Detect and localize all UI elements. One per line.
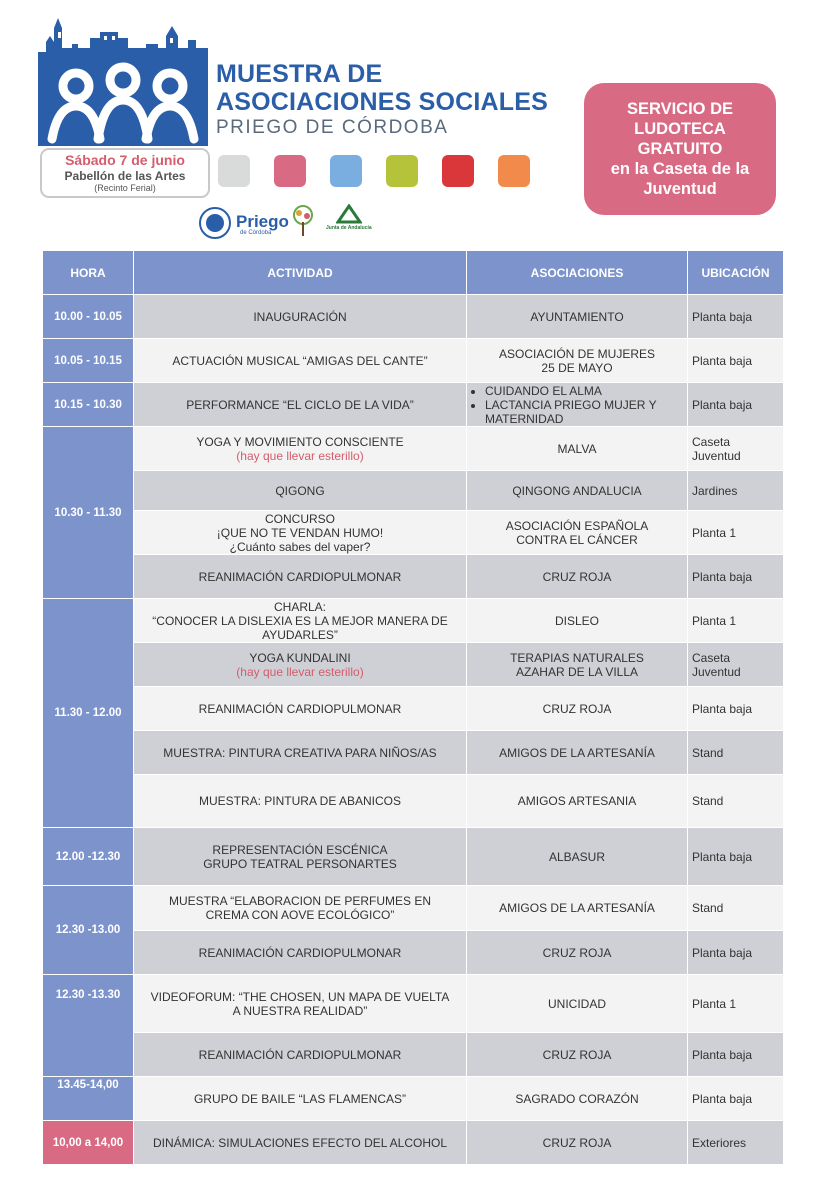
association-text: TERAPIAS NATURALES AZAHAR DE LA VILLA	[510, 650, 644, 679]
table-row	[43, 383, 784, 427]
header-actividad: ACTIVIDAD	[134, 251, 467, 295]
color-swatch	[386, 155, 418, 187]
association-cell: SAGRADO CORAZÓN	[467, 1077, 688, 1121]
location-cell: Stand	[688, 775, 784, 828]
activity-cell	[134, 886, 467, 931]
location-cell: Exteriores	[688, 1121, 784, 1165]
activity-cell	[134, 643, 467, 687]
table-row	[43, 643, 784, 687]
title-line-2: ASOCIACIONES SOCIALES	[216, 88, 549, 116]
association-cell: AMIGOS ARTESANIA	[467, 775, 688, 828]
activity-text: CHARLA: “CONOCER LA DISLEXIA ES LA MEJOR MANERA DE AYUDARLES”	[152, 599, 448, 642]
hour-cell: 10.00 - 10.05	[43, 295, 134, 339]
activity-cell: REANIMACIÓN CARDIOPULMONAR	[134, 931, 467, 975]
ludoteca-service-text: SERVICIO DE LUDOTECA GRATUITO en la Caseta de la Juventud	[610, 100, 750, 198]
table-row	[43, 427, 784, 471]
title-subtitle: PRIEGO DE CÓRDOBA	[216, 117, 449, 138]
activity-cell: INAUGURACIÓN	[134, 295, 467, 339]
table-row	[43, 1033, 784, 1077]
event-date: Sábado 7 de junio	[65, 152, 185, 168]
association-cell: DISLEO	[467, 599, 688, 643]
title-line-1: MUESTRA DE	[216, 60, 383, 88]
table-row	[43, 931, 784, 975]
table-row	[43, 511, 784, 555]
hour-cell: 12.30 -13.00	[43, 886, 134, 975]
junta-andalucia-text: Junta de Andalucía	[326, 225, 372, 231]
table-header-row	[43, 251, 784, 295]
table-row	[43, 731, 784, 775]
activity-text: VIDEOFORUM: “THE CHOSEN, UN MAPA DE VUELTA A NUESTRA REALIDAD”	[150, 989, 450, 1018]
activity-cell: REANIMACIÓN CARDIOPULMONAR	[134, 555, 467, 599]
location-text: Caseta Juventud	[692, 434, 741, 463]
association-list	[471, 384, 683, 426]
association-cell: ALBASUR	[467, 828, 688, 886]
header-hora: HORA	[43, 251, 134, 295]
activity-cell: GRUPO DE BAILE “LAS FLAMENCAS”	[134, 1077, 467, 1121]
activity-cell: PERFORMANCE “EL CICLO DE LA VIDA”	[134, 383, 467, 427]
activity-cell	[134, 599, 467, 643]
table-row	[43, 775, 784, 828]
association-cell	[467, 383, 688, 427]
activity-text: REPRESENTACIÓN ESCÉNICA GRUPO TEATRAL PERSONARTES	[203, 842, 397, 871]
location-text: Caseta Juventud	[692, 650, 741, 679]
association-list-item: • CUIDANDO EL ALMA	[485, 384, 683, 398]
location-cell	[688, 643, 784, 687]
location-cell: Planta baja	[688, 1077, 784, 1121]
event-title	[216, 60, 548, 140]
date-venue-box	[40, 148, 210, 198]
location-cell: Planta baja	[688, 555, 784, 599]
priego-logo: Priego	[236, 212, 289, 231]
table-row	[43, 471, 784, 511]
association-cell: MALVA	[467, 427, 688, 471]
activity-cell: REANIMACIÓN CARDIOPULMONAR	[134, 1033, 467, 1077]
activity-text: MUESTRA “ELABORACION DE PERFUMES EN CREMA CON AOVE ECOLÓGICO”	[168, 894, 432, 922]
activity-cell	[134, 511, 467, 555]
event-venue: Pabellón de las Artes	[64, 169, 186, 183]
tree-logo	[290, 204, 316, 240]
color-swatch	[498, 155, 530, 187]
hour-cell: 12.00 -12.30	[43, 828, 134, 886]
header-ubicacion: UBICACIÓN	[688, 251, 784, 295]
ludoteca-service-box	[584, 83, 776, 215]
table-row	[43, 1077, 784, 1121]
association-cell: CRUZ ROJA	[467, 555, 688, 599]
association-cell: CRUZ ROJA	[467, 931, 688, 975]
table-row	[43, 295, 784, 339]
seal-logo	[198, 206, 232, 240]
table-row	[43, 599, 784, 643]
table-row	[43, 1121, 784, 1165]
activity-cell: MUESTRA: PINTURA CREATIVA PARA NIÑOS/AS	[134, 731, 467, 775]
location-cell: Planta baja	[688, 295, 784, 339]
activity-cell: DINÁMICA: SIMULACIONES EFECTO DEL ALCOHOL	[134, 1121, 467, 1165]
activity-text: YOGA Y MOVIMIENTO CONSCIENTE	[196, 434, 404, 449]
location-cell: Stand	[688, 731, 784, 775]
association-text: ASOCIACIÓN ESPAÑOLA CONTRA EL CÁNCER	[505, 518, 649, 547]
activity-text: YOGA KUNDALINI	[249, 650, 351, 665]
activity-cell	[134, 828, 467, 886]
association-logo	[38, 14, 208, 146]
association-cell: CRUZ ROJA	[467, 687, 688, 731]
table-row	[43, 687, 784, 731]
color-swatch	[442, 155, 474, 187]
association-cell: UNICIDAD	[467, 975, 688, 1033]
activity-cell: ACTUACIÓN MUSICAL “AMIGAS DEL CANTE”	[134, 339, 467, 383]
association-cell: CRUZ ROJA	[467, 1121, 688, 1165]
location-cell: Planta baja	[688, 383, 784, 427]
location-cell: Jardines	[688, 471, 784, 511]
hour-cell: 10.15 - 10.30	[43, 383, 134, 427]
association-cell	[467, 643, 688, 687]
hour-cell: 10.30 - 11.30	[43, 427, 134, 599]
hour-cell: 12.30 -13.30	[43, 975, 134, 1077]
location-cell: Planta baja	[688, 687, 784, 731]
location-cell: Planta baja	[688, 1033, 784, 1077]
association-cell	[467, 339, 688, 383]
activity-cell: MUESTRA: PINTURA DE ABANICOS	[134, 775, 467, 828]
location-cell: Planta baja	[688, 828, 784, 886]
location-cell: Stand	[688, 886, 784, 931]
color-swatch	[330, 155, 362, 187]
table-row	[43, 555, 784, 599]
location-cell: Planta baja	[688, 339, 784, 383]
location-cell: Planta baja	[688, 931, 784, 975]
header-asociaciones: ASOCIACIONES	[467, 251, 688, 295]
color-swatch	[274, 155, 306, 187]
activity-cell: REANIMACIÓN CARDIOPULMONAR	[134, 687, 467, 731]
hour-cell: 10,00 a 14,00	[43, 1121, 134, 1165]
hour-cell: 13.45-14,00	[43, 1077, 134, 1121]
location-cell: Planta 1	[688, 511, 784, 555]
association-cell: AMIGOS DE LA ARTESANÍA	[467, 886, 688, 931]
association-cell: AMIGOS DE LA ARTESANÍA	[467, 731, 688, 775]
priego-logo-sub: de Córdoba	[240, 230, 272, 236]
association-text: ASOCIACIÓN DE MUJERES 25 DE MAYO	[498, 346, 656, 375]
association-cell: AYUNTAMIENTO	[467, 295, 688, 339]
association-list-item: • LACTANCIA PRIEGO MUJER Y MATERNIDAD	[485, 398, 683, 426]
association-cell: CRUZ ROJA	[467, 1033, 688, 1077]
hour-cell: 11.30 - 12.00	[43, 599, 134, 828]
association-cell	[467, 511, 688, 555]
association-cell: QINGONG ANDALUCIA	[467, 471, 688, 511]
activity-text: CONCURSO ¡QUE NO TE VENDAN HUMO! ¿Cuánto sabes del vaper?	[216, 511, 384, 554]
header	[0, 0, 828, 250]
table-row	[43, 828, 784, 886]
table-row	[43, 886, 784, 931]
activity-note: (hay que llevar esterillo)	[236, 448, 364, 463]
event-venue-detail: (Recinto Ferial)	[94, 183, 156, 193]
junta-andalucia-logo	[336, 204, 362, 224]
color-swatch	[218, 155, 250, 187]
location-cell: Planta 1	[688, 599, 784, 643]
hour-cell: 10.05 - 10.15	[43, 339, 134, 383]
location-cell: Planta 1	[688, 975, 784, 1033]
activity-cell	[134, 975, 467, 1033]
activity-cell: QIGONG	[134, 471, 467, 511]
table-row	[43, 339, 784, 383]
activity-cell	[134, 427, 467, 471]
location-cell	[688, 427, 784, 471]
table-row	[43, 975, 784, 1033]
schedule-table	[43, 251, 784, 1165]
activity-note: (hay que llevar esterillo)	[236, 664, 364, 679]
